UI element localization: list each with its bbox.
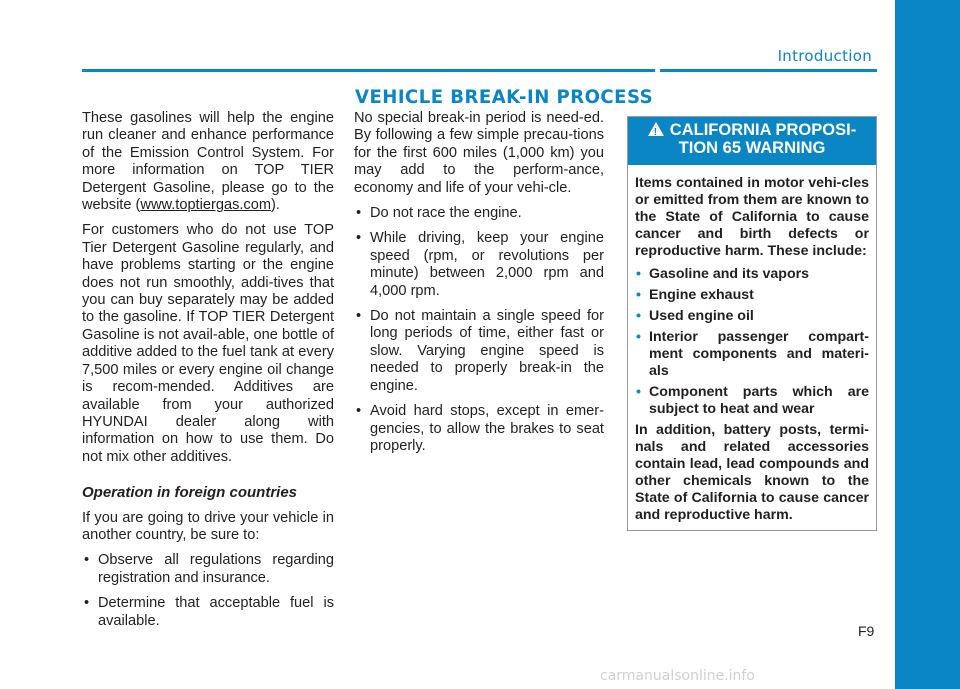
header-rule-right: [660, 69, 877, 72]
left-column: [82, 110, 334, 638]
warning-title-line2: TION 65 WARNING: [678, 139, 826, 157]
list-item: • Used engine oil: [635, 308, 869, 325]
middle-column: [354, 110, 604, 463]
gasoline-paragraph: [82, 110, 334, 214]
list-item: • Observe all regulations regarding registration and insurance.: [82, 552, 334, 587]
list-item: • Gasoline and its vapors: [635, 266, 869, 283]
warning-title-line1: CALIFORNIA PROPOSI-: [669, 121, 857, 139]
toptier-link[interactable]: www.toptiergas.com: [140, 197, 271, 214]
break-in-title: VEHICLE BREAK-IN PROCESS: [355, 86, 654, 108]
break-in-bullet-list: [354, 205, 604, 455]
list-item: • Determine that acceptable fuel is available.: [82, 595, 334, 630]
warning-intro: Items contained in motor vehi-cles or emitted from them are known to the State of California to cause cancer and birth defects or reproductive harm. These include:: [635, 175, 869, 259]
foreign-countries-heading: Operation in foreign countries: [82, 484, 298, 502]
section-title: Introduction: [777, 47, 872, 65]
warning-header: [628, 117, 876, 165]
foreign-intro-paragraph: If you are going to drive your vehicle in another country, be sure to:: [82, 509, 334, 543]
list-item: • Interior passenger compart-ment components and materi-als: [635, 329, 869, 380]
warning-triangle-icon: [648, 122, 664, 136]
gasoline-text: These gasolines will help the engine run cleaner and enhance performance of the Emission Control System. For more information on TOP TIER Detergent Gasoline, please go to the website (: [82, 110, 334, 214]
warning-body: [628, 165, 876, 524]
list-item: • Engine exhaust: [635, 287, 869, 304]
gasoline-text-end: ).: [271, 197, 280, 214]
foreign-bullet-list: [82, 552, 334, 630]
list-item: • Avoid hard stops, except in emer-gencies, to allow the brakes to seat properly.: [354, 403, 604, 455]
list-item: • Do not maintain a single speed for long periods of time, either fast or slow. Varying engine speed is needed to properly break-in the engine.: [354, 308, 604, 395]
warning-outro: In addition, battery posts, termi-nals and related accessories contain lead, lead compounds and other chemicals known to the State of California to cause cancer and reproductive harm.: [635, 422, 869, 523]
break-in-intro: No special break-in period is need-ed. By following a few simple precau-tions for the first 600 miles (1,000 km) you may add to the perform-ance, economy and life of your vehi-cle.: [354, 110, 604, 196]
site-watermark: carmanualsonline.info: [600, 668, 755, 684]
warning-item-list: [635, 266, 869, 418]
list-item: • Do not race the engine.: [354, 205, 604, 222]
list-item: • While driving, keep your engine speed (rpm, or revolutions per minute) between 2,000 rpm and 4,000 rpm.: [354, 230, 604, 300]
prop65-warning-box: [627, 116, 877, 531]
chapter-side-tab: [895, 0, 960, 689]
page-number: F9: [858, 623, 875, 639]
header-rule: [82, 69, 655, 72]
list-item: • Component parts which are subject to heat and wear: [635, 384, 869, 418]
additives-paragraph: For customers who do not use TOP Tier Detergent Gasoline regularly, and have problems starting or the engine does not run smoothly, addi-tives that you can buy separately may be added to the gasoline. If TOP TIER Detergent Gasoline is not avail-able, one bottle of additive added to the fuel tank at every 7,500 miles or every engine oil change is recom-mended. Additives are available from your authorized HYUNDAI dealer along with information on how to use them. Do not mix other additives.: [82, 222, 334, 465]
